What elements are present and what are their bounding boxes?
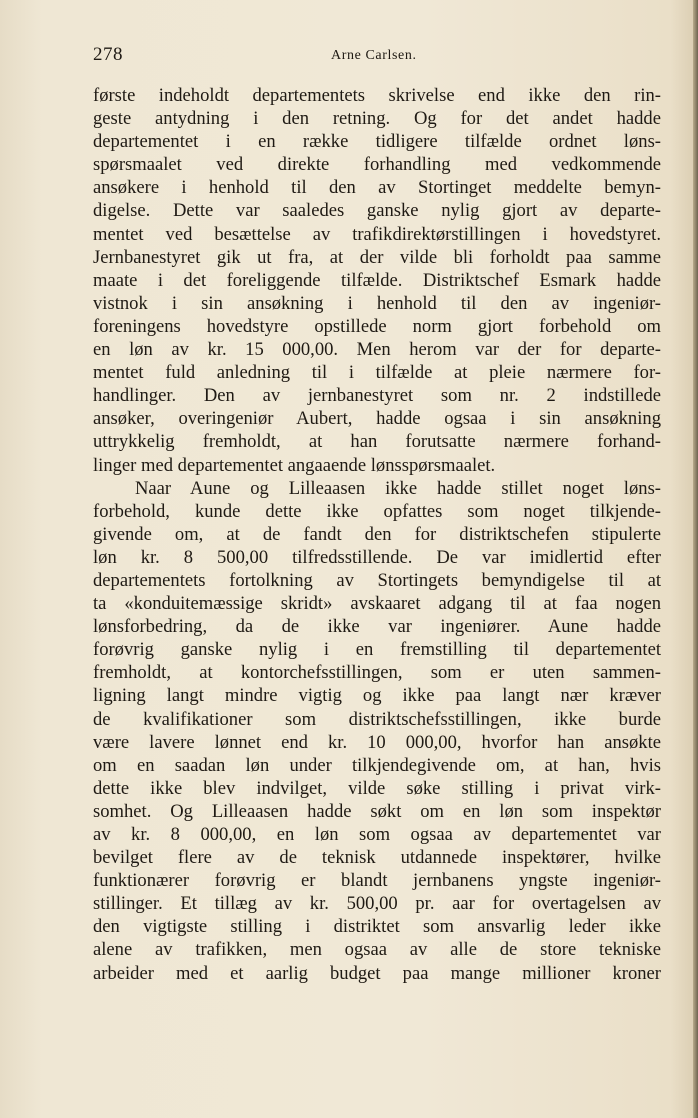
text-line: uttrykkelig fremholdt, at han forutsatte nærmere forhand-: [93, 431, 661, 453]
text-line: departementets fortolkning av Stortingets bemyndigelse til at: [93, 569, 661, 591]
text-line: ansøkere i henhold til den av Stortinget meddelte bemyn-: [93, 177, 661, 199]
text-line: om en saadan løn under tilkjendegivende om, at han, hvis: [93, 754, 661, 776]
page-header: [93, 44, 573, 70]
text-line: fremholdt, at kontorchefsstillingen, som er uten sammen-: [93, 662, 661, 684]
paragraph-end-line: linger med departementet angaaende lønsspørsmaalet.: [93, 454, 496, 476]
text-line: funktionærer forøvrig er blandt jernbanens yngste ingeniør-: [93, 870, 661, 892]
text-line: ta «konduitemæssige skridt» avskaaret adgang til at faa nogen: [93, 593, 661, 615]
text-line: handlinger. Den av jernbanestyret som nr. 2 indstillede: [93, 385, 661, 407]
text-line: spørsmaalet ved direkte forhandling med vedkommende: [93, 154, 661, 176]
text-line: maate i det foreliggende tilfælde. Distriktschef Esmark hadde: [93, 269, 661, 291]
text-line: vistnok i sin ansøkning i henhold til den av ingeniør-: [93, 292, 661, 314]
text-line: ligning langt mindre vigtig og ikke paa langt nær kræver: [93, 685, 661, 707]
text-line: forbehold, kunde dette ikke opfattes som noget tilkjende-: [93, 500, 661, 522]
text-line: alene av trafikken, men ogsaa av alle de store tekniske: [93, 939, 661, 961]
text-line: dette ikke blev indvilget, vilde søke stilling i privat virk-: [93, 777, 661, 799]
text-line: givende om, at de fandt den for distriktschefen stipulerte: [93, 523, 661, 545]
running-head: Arne Carlsen.: [331, 48, 417, 63]
text-line: departementet i en række tidligere tilfælde ordnet løns-: [93, 131, 661, 153]
text-line: første indeholdt departementets skrivelse end ikke den rin-: [93, 85, 661, 106]
text-line: forøvrig ganske nylig i en fremstilling til departementet: [93, 639, 661, 661]
text-line: lønsforbedring, da de ikke var ingeniører. Aune hadde: [93, 616, 661, 638]
text-line: den vigtigste stilling i distriktet som ansvarlig leder ikke: [93, 916, 661, 938]
text-line: bevilget flere av de teknisk utdannede inspektører, hvilke: [93, 847, 661, 869]
text-line: en løn av kr. 15 000,00. Men herom var der for departe-: [93, 339, 661, 361]
text-line: de kvalifikationer som distriktschefsstillingen, ikke burde: [93, 708, 661, 730]
text-line: av kr. 8 000,00, en løn som ogsaa av departementet var: [93, 824, 661, 845]
page-edge-shadow: [693, 0, 698, 1118]
text-line: Jernbanestyret gik ut fra, at der vilde bli forholdt paa samme: [93, 246, 661, 268]
text-line: ansøker, overingeniør Aubert, hadde ogsaa i sin ansøkning: [93, 408, 661, 430]
text-line: digelse. Dette var saaledes ganske nylig gjort av departe-: [93, 200, 661, 222]
body-text: [93, 84, 661, 985]
text-line: geste antydning i den retning. Og for det andet hadde: [93, 108, 661, 130]
text-line: stillinger. Et tillæg av kr. 500,00 pr. aar for overtagelsen av: [93, 893, 661, 915]
paragraph-start-line: Naar Aune og Lilleaasen ikke hadde stillet noget løns-: [135, 477, 661, 499]
text-line: være lavere lønnet end kr. 10 000,00, hvorfor han ansøkte: [93, 731, 661, 753]
text-line: somhet. Og Lilleaasen hadde søkt om en løn som inspektør: [93, 800, 661, 822]
text-line: løn kr. 8 500,00 tilfredsstillende. De var imidlertid efter: [93, 546, 661, 568]
text-line: arbeider med et aarlig budget paa mange millioner kroner: [93, 962, 661, 984]
text-line: mentet ved besættelse av trafikdirektørstillingen i hovedstyret.: [93, 223, 661, 245]
text-line: foreningens hovedstyre opstillede norm gjort forbehold om: [93, 315, 661, 337]
page-number: 278: [93, 44, 123, 65]
text-line: mentet fuld anledning til i tilfælde at pleie nærmere for-: [93, 362, 661, 384]
